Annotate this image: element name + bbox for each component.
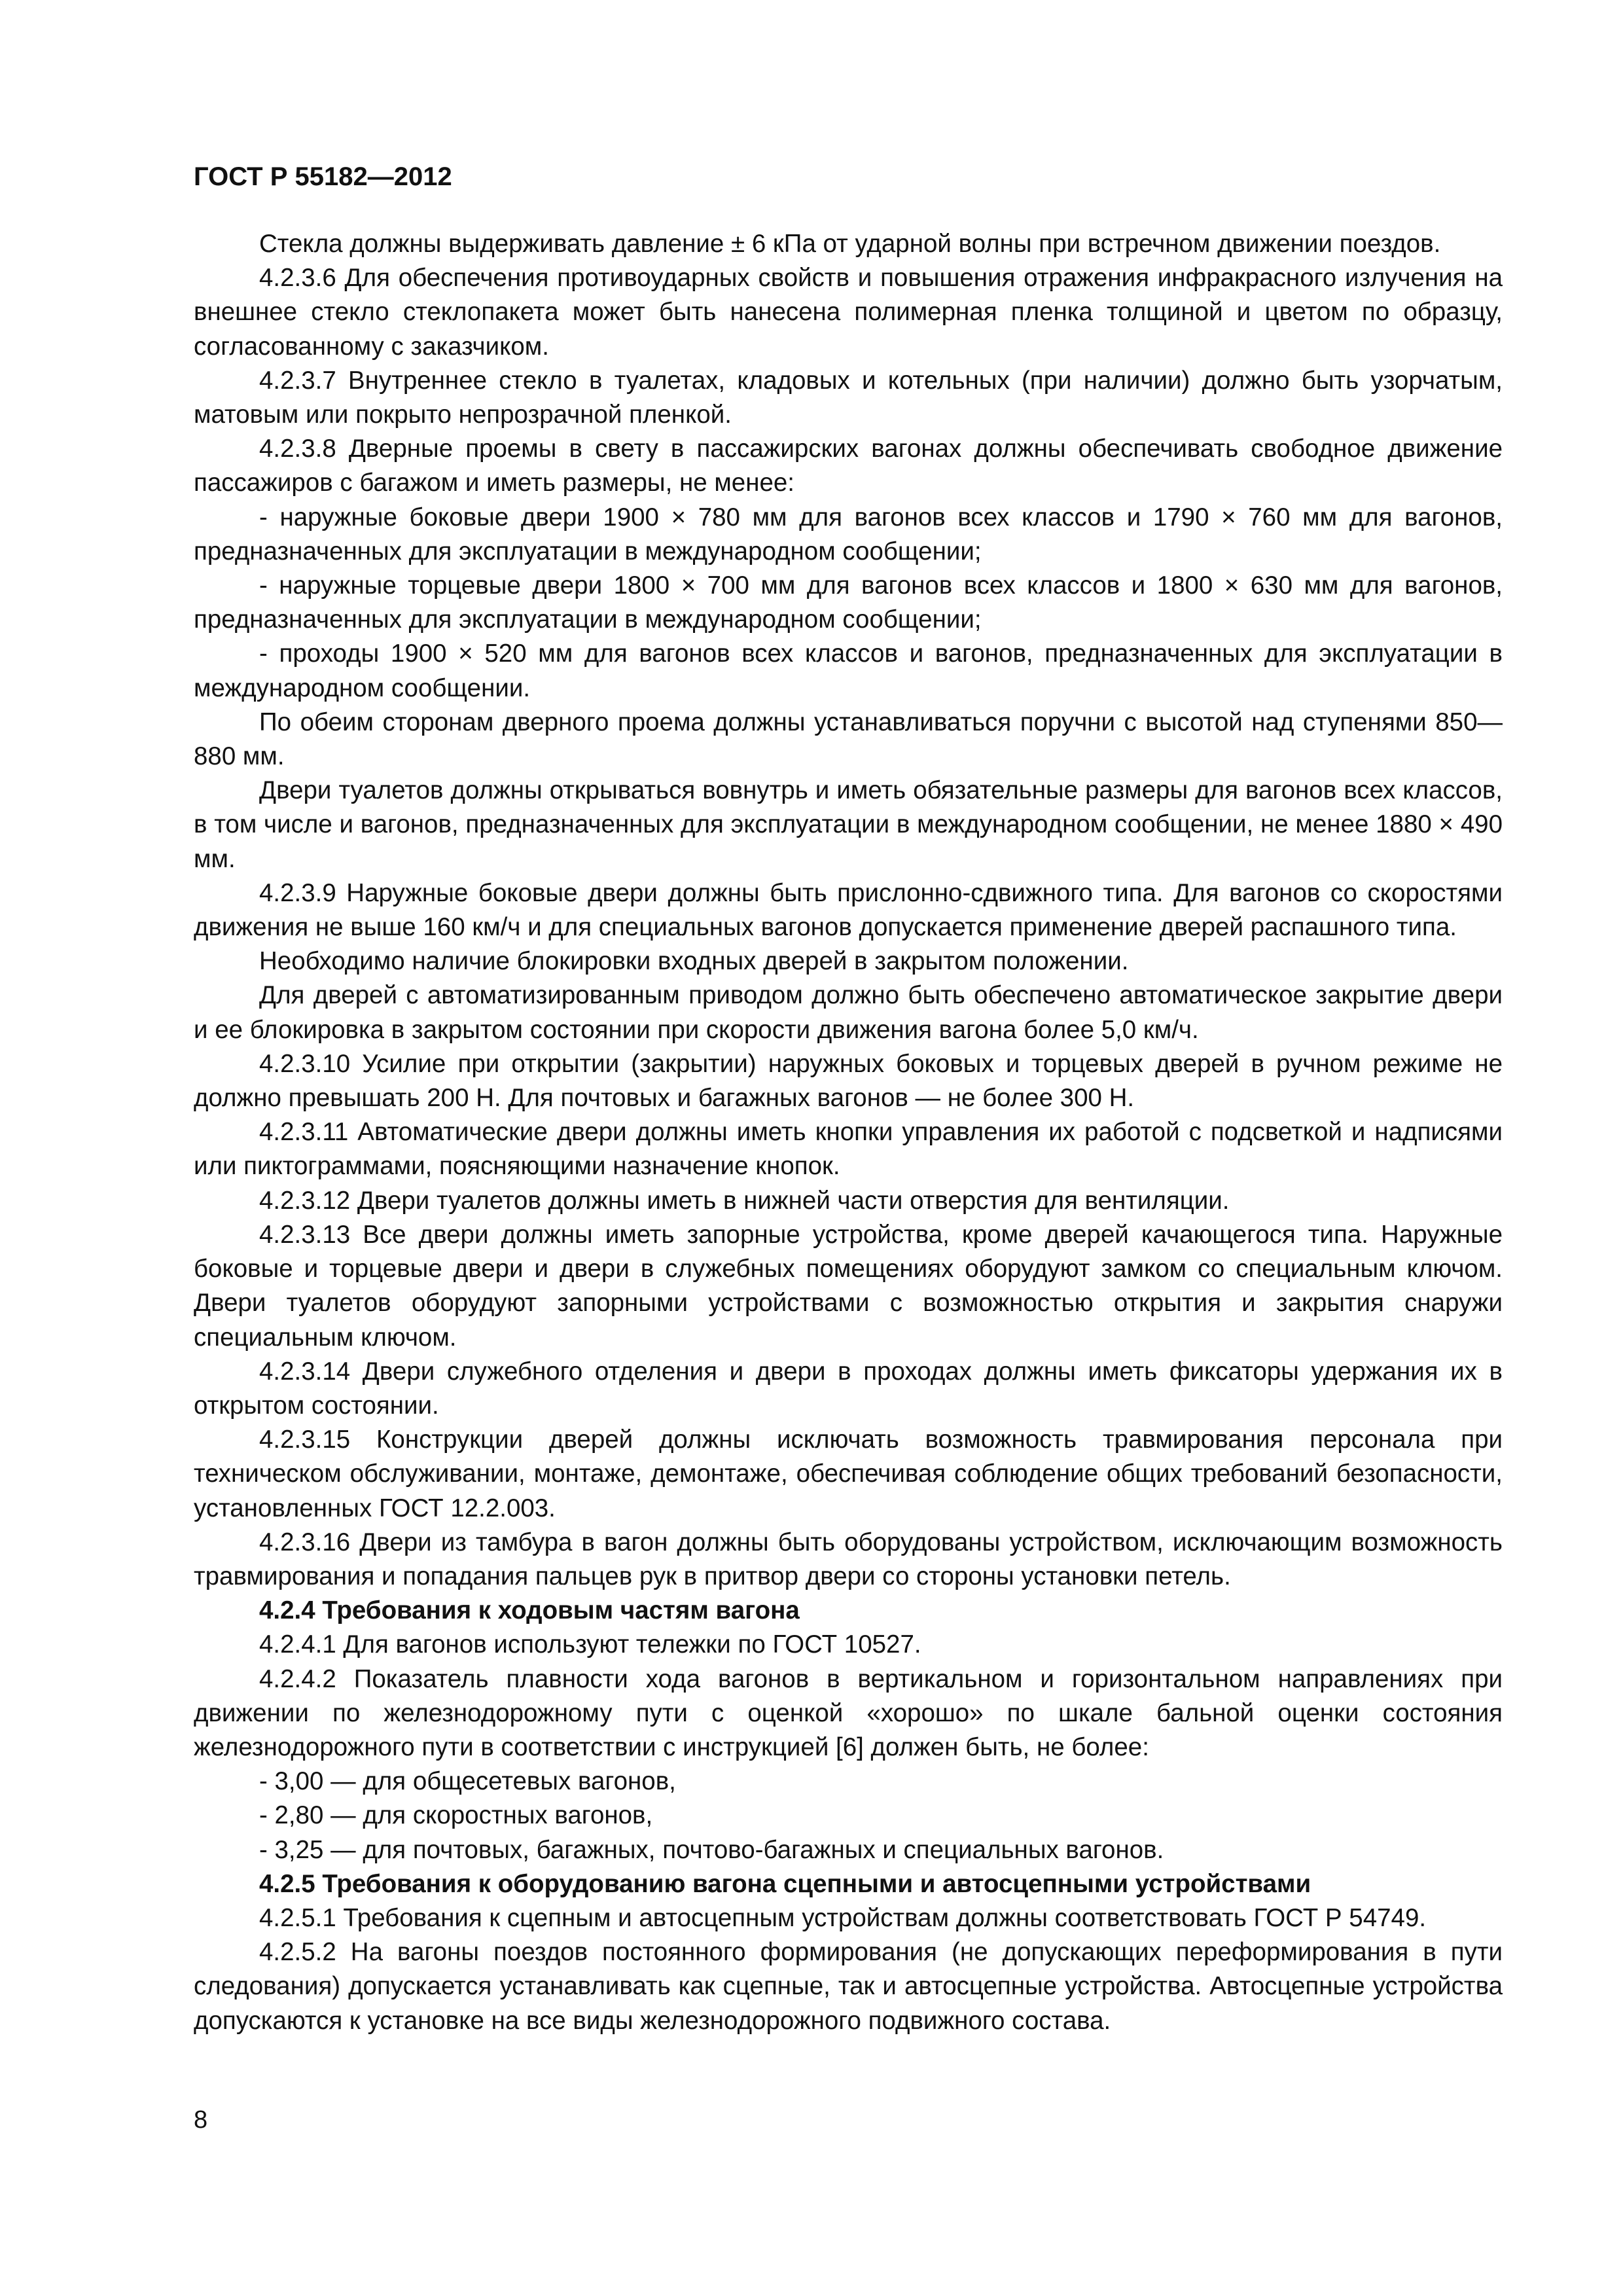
paragraph: 4.2.3.8 Дверные проемы в свету в пассажирских вагонах должны обеспечивать свободное движение пассажиров с багажом и иметь размеры, не менее: — [194, 435, 1503, 497]
paragraph: Для дверей с автоматизированным приводом должно быть обеспечено автоматическое закрытие двери и ее блокировка в закрытом состоянии при скорости движения вагона более 5,0 км/ч. — [194, 981, 1503, 1044]
list-item: - проходы 1900 × 520 мм для вагонов всех классов и вагонов, предназначенных для эксплуатации в международном сообщении. — [194, 639, 1503, 702]
paragraph: 4.2.3.12 Двери туалетов должны иметь в нижней части отверстия для вентиляции. — [259, 1186, 1230, 1215]
paragraph: 4.2.5.2 На вагоны поездов постоянного формирования (не допускающих переформирования в пути следования) допускается устанавливать как сцепные, так и автосцепные устройства. Автосцепные устройства допускаются к установке на все виды железнодорожного подвижного состава. — [194, 1938, 1503, 2035]
paragraph: 4.2.3.6 Для обеспечения противоударных свойств и повышения отражения инфракрасного излучения на внешнее стекло стеклопакета может быть нанесена полимерная пленка толщиной и цветом по образцу, согласованному с заказчиком. — [194, 264, 1503, 361]
paragraph: 4.2.4.2 Показатель плавности хода вагонов в вертикальном и горизонтальном направлениях при движении по железнодорожному пути с оценкой «хорошо» по шкале бальной оценки состояния железнодорожного пути в соответствии с инструкцией [6] должен быть, не более: — [194, 1664, 1503, 1761]
page-number: 8 — [194, 2106, 208, 2134]
paragraph: 4.2.4.1 Для вагонов используют тележки по ГОСТ 10527. — [259, 1630, 921, 1659]
list-item: - 3,25 — для почтовых, багажных, почтово-багажных и специальных вагонов. — [259, 1835, 1164, 1864]
paragraph: Необходимо наличие блокировки входных дверей в закрытом положении. — [259, 947, 1129, 976]
document-body — [194, 227, 1503, 2038]
paragraph: Стекла должны выдерживать давление ± 6 кПа от ударной волны при встречном движении поездов. — [259, 230, 1441, 258]
paragraph: 4.2.3.15 Конструкции дверей должны исключать возможность травмирования персонала при техническом обслуживании, монтаже, демонтаже, обеспечивая соблюдение общих требований безопасности, установленных ГОСТ 12.2.003. — [194, 1426, 1503, 1522]
list-item: - наружные торцевые двери 1800 × 700 мм для вагонов всех классов и 1800 × 630 мм для вагонов, предназначенных для эксплуатации в международном сообщении; — [194, 571, 1503, 634]
paragraph: По обеим сторонам дверного проема должны устанавливаться поручни с высотой над ступенями 850—880 мм. — [194, 708, 1503, 771]
list-item: - 3,00 — для общесетевых вагонов, — [259, 1767, 676, 1796]
paragraph: 4.2.5.1 Требования к сцепным и автосцепным устройствам должны соответствовать ГОСТ Р 54749. — [259, 1903, 1427, 1932]
paragraph: 4.2.3.10 Усилие при открытии (закрытии) наружных боковых и торцевых дверей в ручном режиме не должно превышать 200 Н. Для почтовых и багажных вагонов — не более 300 Н. — [194, 1049, 1503, 1113]
paragraph: Двери туалетов должны открываться вовнутрь и иметь обязательные размеры для вагонов всех классов, в том числе и вагонов, предназначенных для эксплуатации в международном сообщении, не менее 1880 × 490 мм. — [194, 776, 1503, 873]
paragraph: 4.2.3.11 Автоматические двери должны иметь кнопки управления их работой с подсветкой и надписями или пиктограммами, поясняющими назначение кнопок. — [194, 1118, 1503, 1181]
list-item: - 2,80 — для скоростных вагонов, — [259, 1801, 653, 1830]
paragraph: 4.2.3.7 Внутреннее стекло в туалетах, кладовых и котельных (при наличии) должно быть узорчатым, матовым или покрыто непрозрачной пленкой. — [194, 366, 1503, 429]
list-item: - наружные боковые двери 1900 × 780 мм для вагонов всех классов и 1790 × 760 мм для вагонов, предназначенных для эксплуатации в международном сообщении; — [194, 503, 1503, 565]
paragraph: 4.2.3.14 Двери служебного отделения и двери в проходах должны иметь фиксаторы удержания их в открытом состоянии. — [194, 1357, 1503, 1420]
paragraph: 4.2.3.9 Наружные боковые двери должны быть прислонно-сдвижного типа. Для вагонов со скоростями движения не выше 160 км/ч и для специальных вагонов допускается применение дверей распашного типа. — [194, 878, 1503, 942]
paragraph: 4.2.3.13 Все двери должны иметь запорные устройства, кроме дверей качающегося типа. Наружные боковые и торцевые двери и двери в служебных помещениях оборудуют замком со специальным ключом. Двери туалетов оборудуют запорными устройствами с возможностью открытия и закрытия снаружи специальным ключом. — [194, 1220, 1503, 1352]
section-heading: 4.2.5 Требования к оборудованию вагона сцепными и автосцепными устройствами — [259, 1869, 1311, 1898]
paragraph: 4.2.3.16 Двери из тамбура в вагон должны быть оборудованы устройством, исключающим возможность травмирования и попадания пальцев рук в притвор двери со стороны установки петель. — [194, 1528, 1503, 1590]
document-header: ГОСТ Р 55182—2012 — [194, 162, 452, 191]
section-heading: 4.2.4 Требования к ходовым частям вагона — [259, 1596, 800, 1625]
